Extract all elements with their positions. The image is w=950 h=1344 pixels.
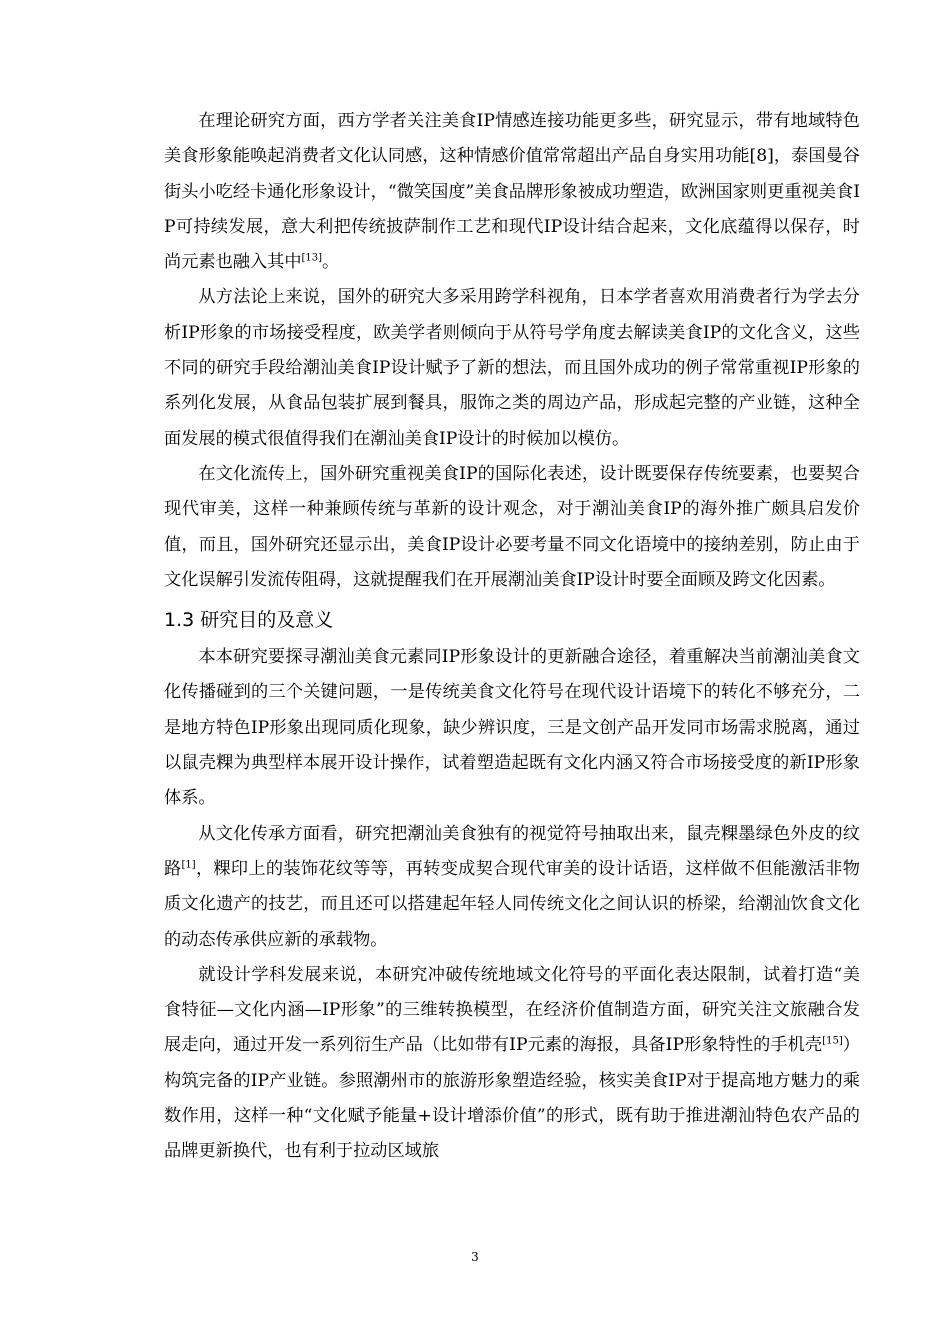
body-paragraph [164, 640, 860, 816]
citation-reference: [13] [301, 252, 323, 264]
paragraph-text: 。 [322, 252, 340, 273]
paragraph-text: 在理论研究方面，西方学者关注美食IP情感连接功能更多些，研究显示，带有地域特色美食形象能唤起消费者文化认同感，这种情感价值常常超出产品自身实用功能[8]，泰国曼谷街头小吃经卡通化形象设计，“微笑国度”美食品牌形象被成功塑造，欧洲国家则更重视美食IP可持续发展，意大利把传统披萨制作工艺和现代IP设计结合起来，文化底蕴得以保存，时尚元素也融入其中 [164, 111, 860, 273]
paragraph-text: 从文化传承方面看，研究把潮汕美食独有的视觉符号抽取出来，鼠壳粿墨绿色外皮的纹路 [164, 823, 860, 879]
body-paragraph [164, 104, 860, 280]
body-paragraph [164, 817, 860, 958]
citation-reference: [15] [822, 1035, 843, 1047]
research-purpose-section [164, 640, 860, 1169]
page-number: 3 [471, 1250, 479, 1264]
paragraph-text: ）构筑完备的IP产业链。参照潮州市的旅游形象塑造经验，核实美食IP对于提高地方魅力的乘数作用，这样一种“文化赋予能量+设计增添价值”的形式，既有助于推进潮汕特色农产品的品牌更新换代，也有利于拉动区域旅 [164, 1035, 860, 1162]
citation-reference: [1] [181, 859, 196, 871]
body-paragraph [164, 280, 860, 456]
section-heading: 1.3 研究目的及意义 [164, 609, 334, 632]
body-paragraph [164, 457, 860, 598]
paragraph-text: 从方法论上来说，国外的研究大多采用跨学科视角，日本学者喜欢用消费者行为学去分析IP形象的市场接受程度，欧美学者则倾向于从符号学角度去解读美食IP的文化含义，这些不同的研究手段给潮汕美食IP设计赋予了新的想法，而且国外成功的例子常常重视IP形象的系列化发展，从食品包装扩展到餐具，服饰之类的周边产品，形成起完整的产业链，这种全面发展的模式很值得我们在潮汕美食IP设计的时候加以模仿。 [164, 287, 860, 449]
page-body [164, 104, 860, 1170]
body-paragraph [164, 958, 860, 1170]
paragraph-text: 在文化流传上，国外研究重视美食IP的国际化表述，设计既要保存传统要素，也要契合现代审美，这样一种兼顾传统与革新的设计观念，对于潮汕美食IP的海外推广颇具启发价值，而且，国外研究还显示出，美食IP设计必要考量不同文化语境中的接纳差别，防止由于文化误解引发流传阻碍，这就提醒我们在开展潮汕美食IP设计时要全面顾及跨文化因素。 [164, 463, 860, 590]
paragraph-text: 就设计学科发展来说，本研究冲破传统地域文化符号的平面化表达限制，试着打造“美食特征—文化内涵—IP形象”的三维转换模型，在经济价值制造方面，研究关注文旅融合发展走向，通过开发一系列衍生产品（比如带有IP元素的海报，具备IP形象特性的手机壳 [164, 964, 860, 1056]
paragraph-text: 本本研究要探寻潮汕美食元素同IP形象设计的更新融合途径，着重解决当前潮汕美食文化传播碰到的三个关键问题，一是传统美食文化符号在现代设计语境下的转化不够充分，二是地方特色IP形象出现同质化现象，缺少辨识度，三是文创产品开发同市场需求脱离，通过以鼠壳粿为典型样本展开设计操作，试着塑造起既有文化内涵又符合市场接受度的新IP形象体系。 [164, 647, 860, 809]
literature-review-section [164, 104, 860, 598]
paragraph-text: ，粿印上的装饰花纹等等，再转变成契合现代审美的设计话语，这样做不但能激活非物质文化遗产的技艺，而且还可以搭建起年轻人同传统文化之间认识的桥梁，给潮汕饮食文化的动态传承供应新的承载物。 [164, 858, 860, 950]
